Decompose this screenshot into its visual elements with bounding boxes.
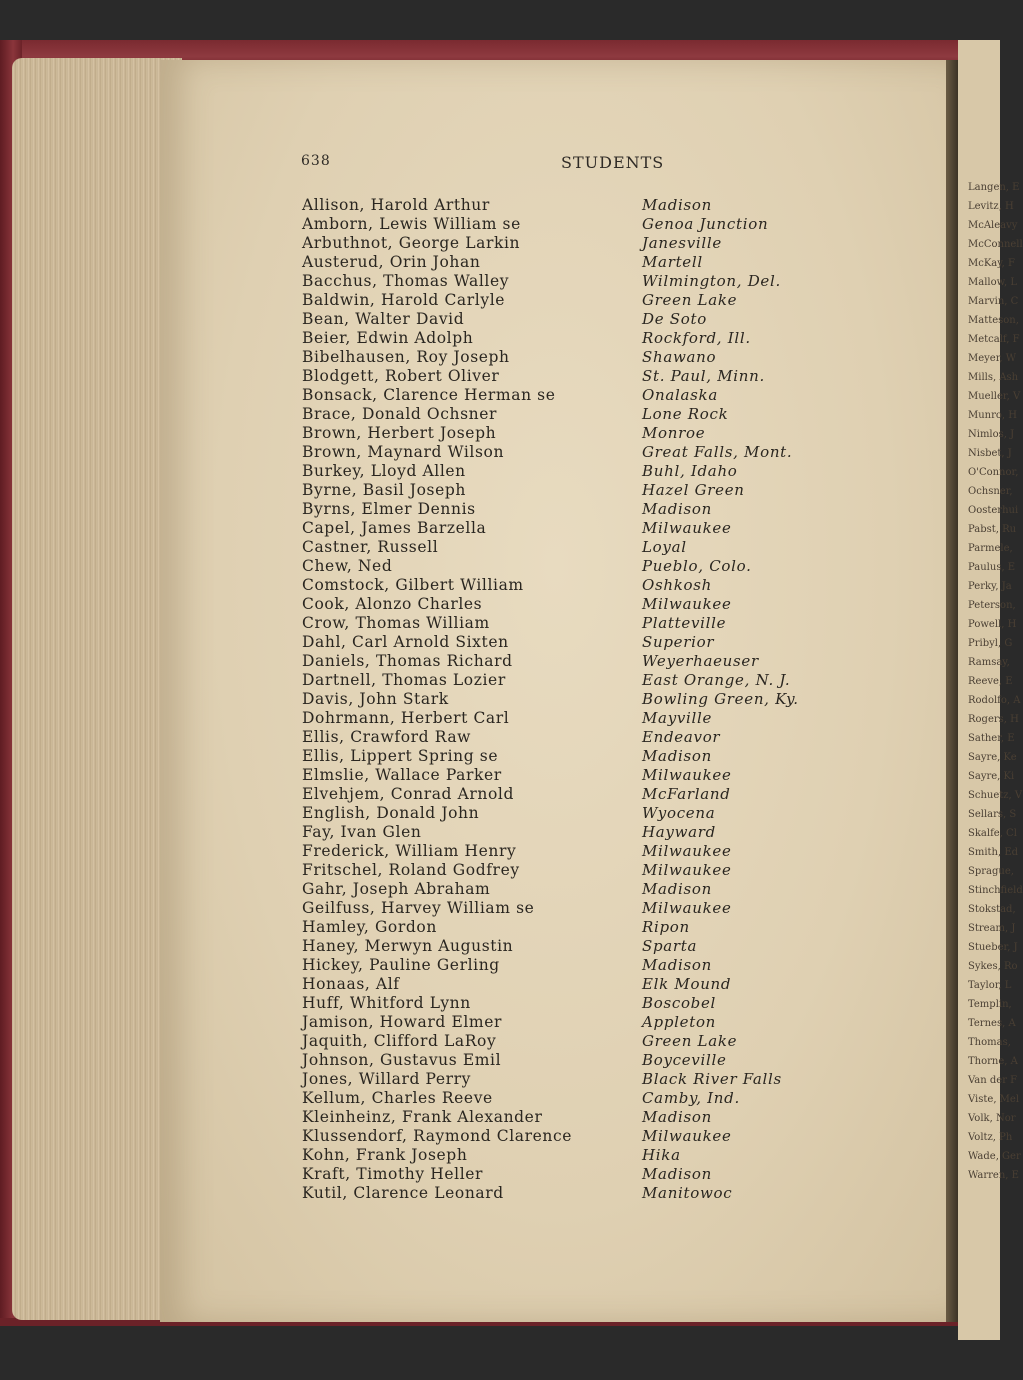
student-entry [302,538,862,557]
student-entry [302,329,862,348]
next-page-fragment: Sprague, [968,866,1014,877]
next-page-fragment: O'Connor, [968,467,1019,478]
student-entry [302,766,862,785]
student-entry [302,918,862,937]
student-entry [302,424,862,443]
student-name: Davis, John Stark [302,690,449,708]
student-entry [302,405,862,424]
next-page-fragment: Munro, H [968,410,1017,421]
student-name: Kohn, Frank Joseph [302,1146,468,1164]
student-hometown: Pueblo, Colo. [642,557,752,575]
student-entry [302,196,862,215]
student-entry [302,1165,862,1184]
next-page-fragment: Volk, Nor [968,1113,1016,1124]
next-page-fragment: Warren, E [968,1170,1019,1181]
next-page-fragment: Powell, H [968,619,1017,630]
student-name: Elvehjem, Conrad Arnold [302,785,514,803]
student-name: Brace, Donald Ochsner [302,405,498,423]
next-page-fragment: Metcalf, F [968,334,1020,345]
student-entry [302,1013,862,1032]
student-entry [302,804,862,823]
next-page-fragment: Paulus, E [968,562,1016,573]
student-hometown: McFarland [642,785,731,803]
student-entry [302,557,862,576]
student-hometown: Milwaukee [642,766,732,784]
student-name: Fritschel, Roland Godfrey [302,861,520,879]
next-page-fragment: Oosterhui [968,505,1019,516]
student-hometown: Oshkosh [642,576,713,594]
next-page-fragment: Schuetz, V [968,790,1023,801]
student-hometown: Hika [642,1146,681,1164]
student-name: Cook, Alonzo Charles [302,595,483,613]
student-hometown: Wilmington, Del. [642,272,781,290]
student-hometown: Madison [642,880,712,898]
student-name: Kellum, Charles Reeve [302,1089,493,1107]
student-hometown: Hayward [642,823,716,841]
student-hometown: Madison [642,747,712,765]
next-page-fragment: Reeve, E [968,676,1013,687]
student-name: Amborn, Lewis William se [302,215,521,233]
student-hometown: Buhl, Idaho [642,462,738,480]
student-hometown: Milwaukee [642,861,732,879]
student-hometown: Onalaska [642,386,718,404]
student-hometown: Genoa Junction [642,215,769,233]
next-page-fragment: Voltz, Ph [968,1132,1013,1143]
student-entry [302,367,862,386]
student-entry [302,595,862,614]
student-hometown: Sparta [642,937,698,955]
student-name: Honaas, Alf [302,975,400,993]
next-page-fragment: Wade, Ger [968,1151,1021,1162]
student-name: Beier, Edwin Adolph [302,329,474,347]
next-page-fragment: Skalfe, Cl [968,828,1017,839]
next-page-fragment: Parmele, [968,543,1013,554]
next-page-fragment: Peterson, [968,600,1016,611]
student-entry [302,215,862,234]
student-hometown: Boyceville [642,1051,727,1069]
page-header [301,153,671,173]
student-entry [302,348,862,367]
student-entry [302,519,862,538]
student-name: Gahr, Joseph Abraham [302,880,491,898]
student-name: Dohrmann, Herbert Carl [302,709,510,727]
student-entry [302,747,862,766]
student-hometown: Appleton [642,1013,717,1031]
running-head: STUDENTS [561,153,665,172]
student-name: Elmslie, Wallace Parker [302,766,502,784]
student-entry [302,500,862,519]
next-page-fragment: Stream, J [968,923,1016,934]
student-entry [302,386,862,405]
student-name: English, Donald John [302,804,480,822]
student-entry [302,728,862,747]
next-page-fragment: Mallow, L [968,277,1017,288]
student-hometown: Ripon [642,918,690,936]
next-page-fragment: McConnell [968,239,1023,250]
student-hometown: Madison [642,1108,712,1126]
student-name: Geilfuss, Harvey William se [302,899,535,917]
next-page-fragment: Stueber, J [968,942,1018,953]
next-page-fragment: Thomas, [968,1037,1011,1048]
student-hometown: De Soto [642,310,707,328]
student-entry [302,614,862,633]
student-name: Fay, Ivan Glen [302,823,422,841]
student-entry [302,861,862,880]
student-hometown: Madison [642,196,712,214]
student-name: Kutil, Clarence Leonard [302,1184,504,1202]
student-name: Ellis, Lippert Spring se [302,747,499,765]
next-page-fragment: Sayre, Ki [968,771,1015,782]
next-page-fragment: Rogers, H [968,714,1019,725]
next-page-fragment: Marvin, C [968,296,1019,307]
student-name: Chew, Ned [302,557,393,575]
student-hometown: Milwaukee [642,899,732,917]
student-entry [302,671,862,690]
student-entry [302,481,862,500]
student-entry [302,842,862,861]
student-name: Crow, Thomas William [302,614,490,632]
student-name: Allison, Harold Arthur [302,196,490,214]
next-page-fragment: Rodolfo, A [968,695,1021,706]
student-entry [302,1070,862,1089]
student-hometown: Martell [642,253,703,271]
student-name: Bean, Walter David [302,310,465,328]
student-entry [302,823,862,842]
student-entry [302,975,862,994]
student-entry [302,1089,862,1108]
student-name: Johnson, Gustavus Emil [302,1051,502,1069]
next-page-fragment: Mueller, V [968,391,1021,402]
student-hometown: Lone Rock [642,405,729,423]
student-hometown: Great Falls, Mont. [642,443,793,461]
student-entry [302,1032,862,1051]
student-name: Austerud, Orin Johan [302,253,481,271]
student-entry [302,1184,862,1203]
next-page-fragment: Perky, Ja [968,581,1012,592]
student-name: Castner, Russell [302,538,439,556]
student-entry [302,253,862,272]
student-entry [302,1127,862,1146]
student-hometown: Weyerhaeuser [642,652,759,670]
next-page-fragments [958,178,1023,1185]
student-name: Jones, Willard Perry [302,1070,472,1088]
student-entry [302,994,862,1013]
student-hometown: Mayville [642,709,713,727]
student-name: Klussendorf, Raymond Clarence [302,1127,573,1145]
student-hometown: Endeavor [642,728,721,746]
page-edges [12,58,182,1320]
next-page-fragment: Sayre, Ke [968,752,1017,763]
student-hometown: Manitowoc [642,1184,733,1202]
student-hometown: Rockford, Ill. [642,329,751,347]
student-name: Frederick, William Henry [302,842,517,860]
student-name: Dartnell, Thomas Lozier [302,671,506,689]
student-name: Brown, Herbert Joseph [302,424,497,442]
next-page-fragment: Ochsner, [968,486,1013,497]
student-name: Ellis, Crawford Raw [302,728,472,746]
student-name: Huff, Whitford Lynn [302,994,471,1012]
student-entry [302,899,862,918]
next-page-fragment: Viste, Mel [968,1094,1020,1105]
student-entry [302,633,862,652]
student-name: Baldwin, Harold Carlyle [302,291,506,309]
next-page-fragment: Sykes, Ro [968,961,1018,972]
student-entry [302,690,862,709]
student-hometown: Boscobel [642,994,717,1012]
next-page-fragment: Pabst, Ru [968,524,1017,535]
next-page-fragment: Mills, Ash [968,372,1019,383]
student-name: Hickey, Pauline Gerling [302,956,500,974]
student-entry [302,291,862,310]
student-hometown: Milwaukee [642,1127,732,1145]
student-name: Bonsack, Clarence Herman se [302,386,556,404]
student-hometown: Madison [642,500,712,518]
student-entry [302,709,862,728]
student-hometown: Janesville [642,234,722,252]
student-name: Capel, James Barzella [302,519,487,537]
student-entry [302,443,862,462]
student-hometown: Monroe [642,424,706,442]
next-page-fragment: Thorne, A [968,1056,1018,1067]
student-name: Bibelhausen, Roy Joseph [302,348,510,366]
student-name: Haney, Merwyn Augustin [302,937,514,955]
student-name: Bacchus, Thomas Walley [302,272,510,290]
next-page-fragment: McAleavy [968,220,1018,231]
next-page-fragment: McKay, F [968,258,1015,269]
student-name: Byrns, Elmer Dennis [302,500,476,518]
student-hometown: Hazel Green [642,481,745,499]
student-entry [302,310,862,329]
next-page-fragment: Sather, E [968,733,1015,744]
next-page-fragment: Stinchfield [968,885,1023,896]
next-page-fragment: Templin, [968,999,1012,1010]
student-name: Kraft, Timothy Heller [302,1165,484,1183]
student-hometown: Camby, Ind. [642,1089,740,1107]
student-hometown: Elk Mound [642,975,732,993]
student-hometown: Bowling Green, Ky. [642,690,799,708]
student-entry [302,272,862,291]
student-entry [302,576,862,595]
next-page-fragment: Levitz, H [968,201,1014,212]
next-page-fragment: Stokstad, [968,904,1016,915]
student-entry [302,652,862,671]
student-entry [302,234,862,253]
student-entry [302,785,862,804]
student-hometown: Milwaukee [642,519,732,537]
student-hometown: Shawano [642,348,717,366]
next-page-fragment: Sellars, S [968,809,1017,820]
student-hometown: Green Lake [642,1032,738,1050]
next-page-fragment: Taylor, L [968,980,1012,991]
page-gutter [946,60,958,1322]
student-hometown: Superior [642,633,715,651]
student-hometown: Green Lake [642,291,738,309]
student-name: Dahl, Carl Arnold Sixten [302,633,509,651]
student-name: Burkey, Lloyd Allen [302,462,466,480]
student-name: Comstock, Gilbert William [302,576,524,594]
page-number: 638 [301,153,331,169]
student-name: Daniels, Thomas Richard [302,652,513,670]
next-page-fragment: Meyer, W [968,353,1017,364]
student-hometown: Madison [642,956,712,974]
student-hometown: Milwaukee [642,842,732,860]
student-hometown: Black River Falls [642,1070,782,1088]
student-name: Byrne, Basil Joseph [302,481,466,499]
student-entry [302,1051,862,1070]
student-hometown: East Orange, N. J. [642,671,791,689]
next-page-fragment: Ternes, A [968,1018,1016,1029]
student-name: Arbuthnot, George Larkin [302,234,521,252]
student-entry [302,956,862,975]
next-page-fragment: Nisbet, J [968,448,1012,459]
student-name: Brown, Maynard Wilson [302,443,505,461]
student-hometown: Loyal [642,538,687,556]
student-list [302,196,862,1203]
next-page-sliver [958,40,1023,1340]
student-name: Blodgett, Robert Oliver [302,367,500,385]
next-page-fragment: Van der F [968,1075,1018,1086]
next-page-fragment: Nimlos, J [968,429,1015,440]
student-name: Hamley, Gordon [302,918,437,936]
next-page-fragment: Smith, Ed [968,847,1019,858]
student-hometown: Wyocena [642,804,716,822]
student-entry [302,462,862,481]
next-page-fragment: Ramsay, [968,657,1010,668]
next-page-fragment: Langen, E [968,182,1020,193]
student-entry [302,1146,862,1165]
student-entry [302,880,862,899]
student-entry [302,1108,862,1127]
student-name: Kleinheinz, Frank Alexander [302,1108,543,1126]
student-name: Jaquith, Clifford LaRoy [302,1032,497,1050]
student-name: Jamison, Howard Elmer [302,1013,502,1031]
student-entry [302,937,862,956]
student-hometown: St. Paul, Minn. [642,367,765,385]
student-hometown: Milwaukee [642,595,732,613]
next-page-fragment: Pribyl, G [968,638,1013,649]
student-hometown: Madison [642,1165,712,1183]
student-hometown: Platteville [642,614,727,632]
next-page-fragment: Matteson, [968,315,1019,326]
